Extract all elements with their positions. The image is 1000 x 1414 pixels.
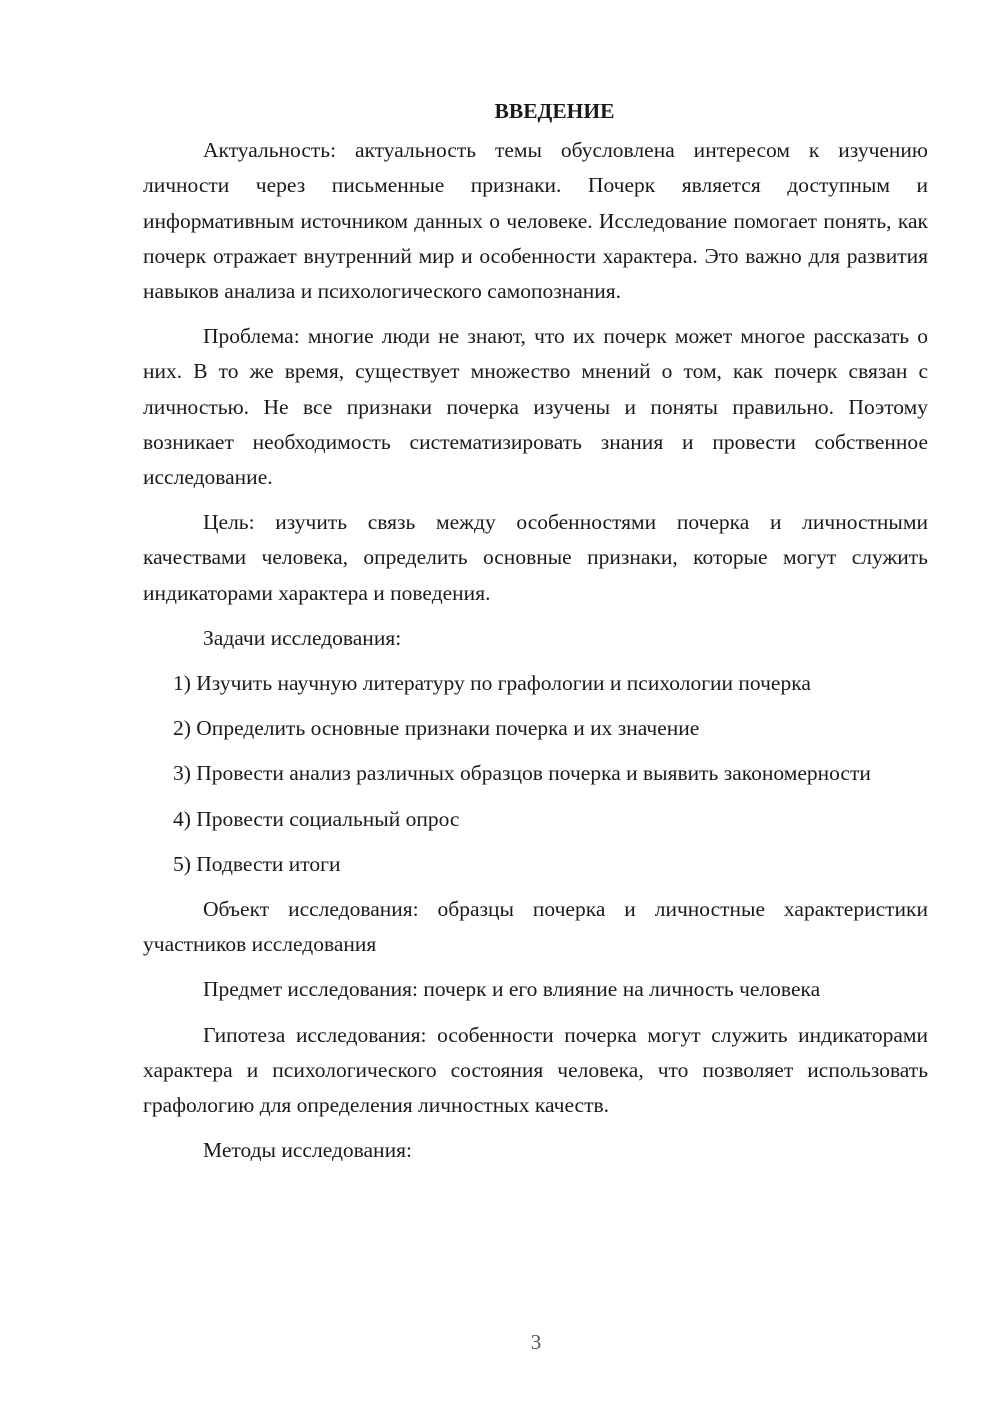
task-item: 3) Провести анализ различных образцов почерка и выявить закономерности bbox=[173, 761, 871, 786]
paragraph-hypothesis: Гипотеза исследования: особенности почерка могут служить индикаторами характера и психологического состояния человека, что позволяет использовать графологию для определения личностных качеств. bbox=[143, 1022, 928, 1118]
task-item: 4) Провести социальный опрос bbox=[173, 806, 460, 831]
paragraph-problem: Проблема: многие люди не знают, что их почерк может многое рассказать о них. В то же время, существует множество мнений о том, как почерк связан с личностью. Не все признаки почерка изучены и поняты правильно. Поэтому возникает необходимость систематизировать знания и провести собственное исследование. bbox=[143, 324, 928, 490]
paragraph-subject: Предмет исследования: почерк и его влияние на личность человека bbox=[203, 977, 821, 1002]
task-item: 5) Подвести итоги bbox=[173, 851, 341, 876]
section-title: ВВЕДЕНИЕ bbox=[494, 99, 615, 123]
page-content bbox=[143, 94, 928, 1178]
task-item: 1) Изучить научную литературу по графологии и психологии почерка bbox=[173, 671, 811, 696]
paragraph-object: Объект исследования: образцы почерка и личностные характеристики участников исследования bbox=[143, 897, 928, 957]
paragraph-methods: Методы исследования: bbox=[203, 1138, 412, 1163]
paragraph-goal: Цель: изучить связь между особенностями почерка и личностными качествами человека, определить основные признаки, которые могут служить индикаторами характера и поведения. bbox=[143, 510, 928, 605]
task-item: 2) Определить основные признаки почерка и их значение bbox=[173, 716, 700, 741]
paragraph-tasks-heading: Задачи исследования: bbox=[203, 625, 402, 650]
paragraph-relevance: Актуальность: актуальность темы обусловлена интересом к изучению личности через письменные признаки. Почерк является доступным и информативным источником данных о человеке. Исследование помогает понять, как почерк отражает внутренний мир и особенности характера. Это важно для развития навыков анализа и психологического самопознания. bbox=[143, 138, 928, 304]
page-number: 3 bbox=[530, 1330, 542, 1354]
